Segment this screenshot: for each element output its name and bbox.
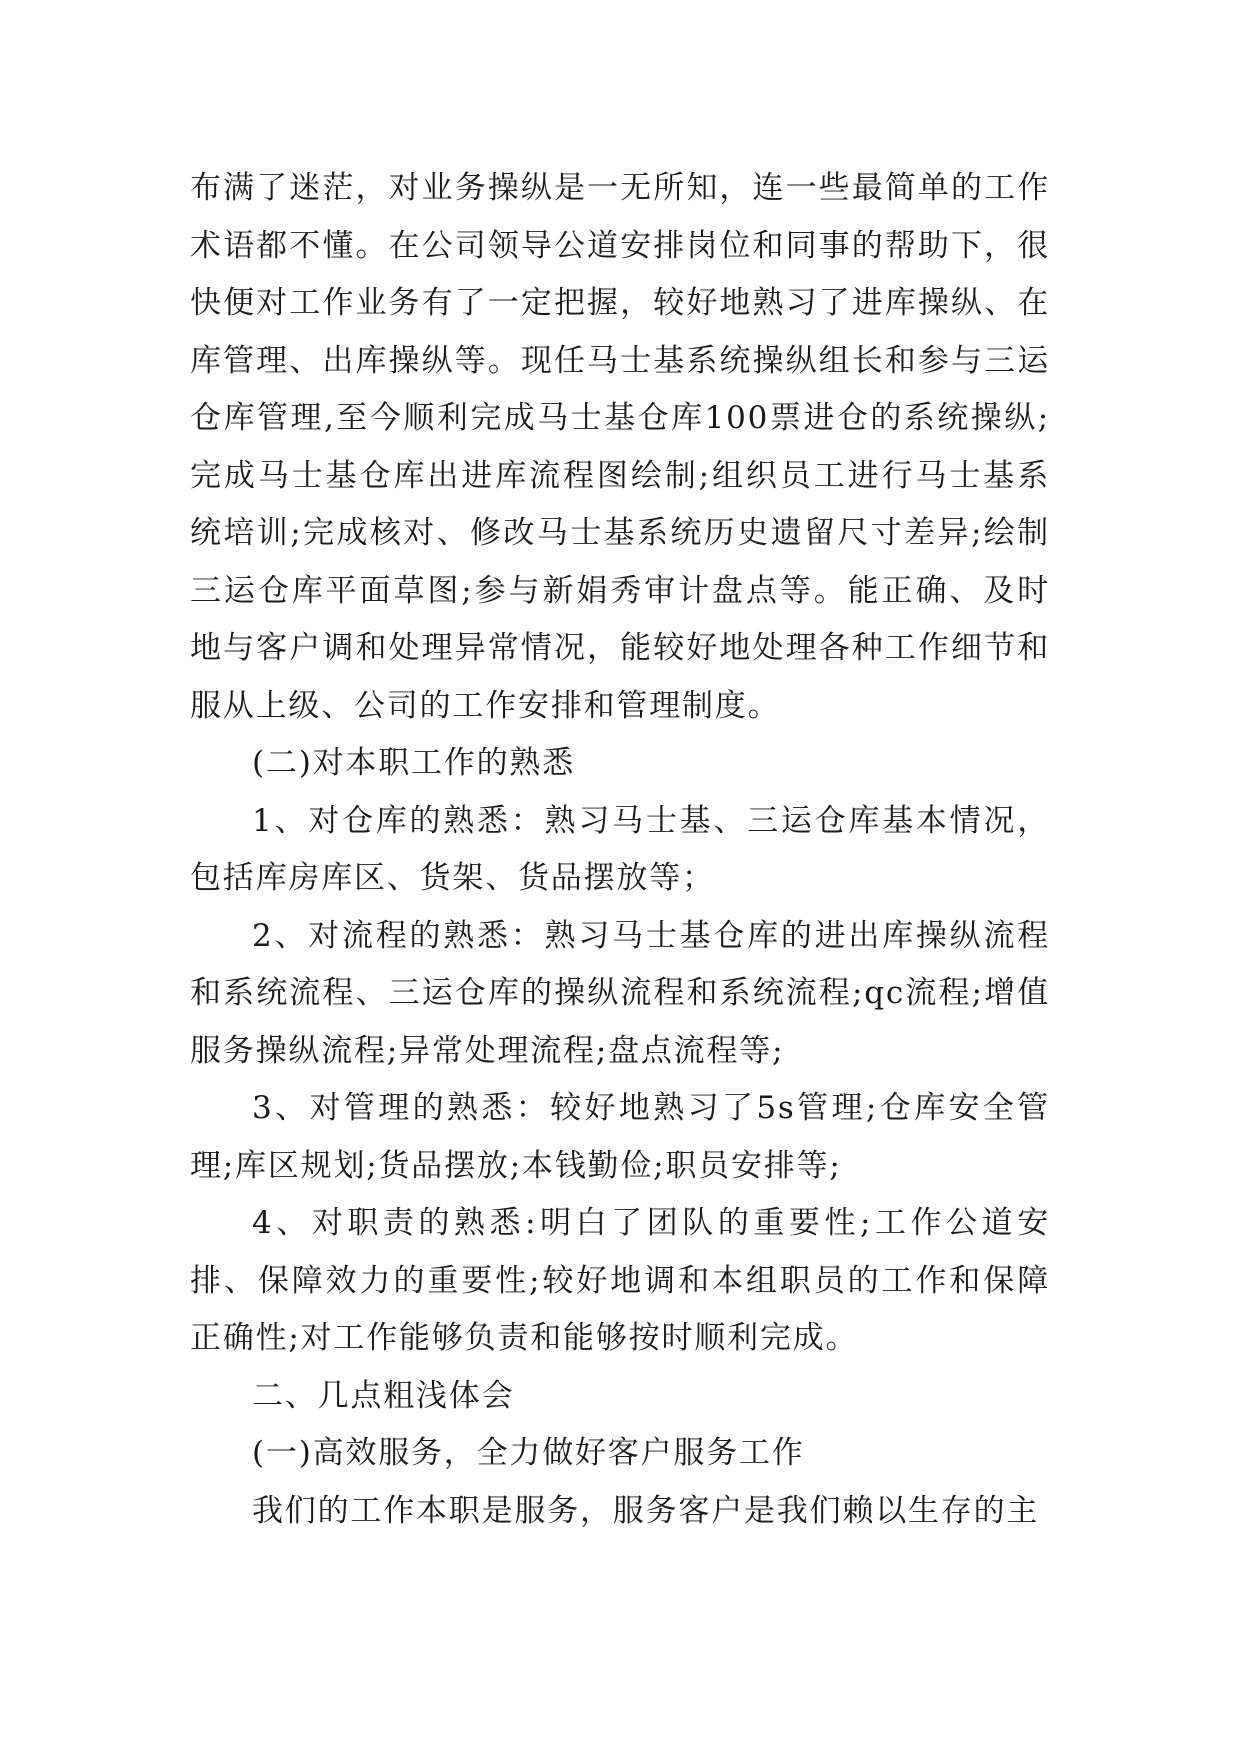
document-body bbox=[190, 160, 1050, 1540]
list-item: 2、对流程的熟悉：熟习马士基仓库的进出库操纵流程和系统流程、三运仓库的操纵流程和系统流程;qc流程;增值服务操纵流程;异常处理流程;盘点流程等; bbox=[190, 917, 1050, 1069]
list-item: 1、对仓库的熟悉：熟习马士基、三运仓库基本情况，包括库房库区、货架、货品摆放等； bbox=[190, 802, 1050, 896]
paragraph: 布满了迷茫，对业务操纵是一无所知，连一些最简单的工作术语都不懂。在公司领导公道安排岗位和同事的帮助下，很快便对工作业务有了一定把握，较好地熟习了进库操纵、在库管理、出库操纵等。现任马士基系统操纵组长和参与三运仓库管理,至今顺利完成马士基仓库100票进仓的系统操纵;完成马士基仓库出进库流程图绘制;组织员工进行马士基系统培训;完成核对、修改马士基系统历史遗留尺寸差异;绘制三运仓库平面草图;参与新娟秀审计盘点等。能正确、及时地与客户调和处理异常情况，能较好地处理各种工作细节和服从上级、公司的工作安排和管理制度。 bbox=[190, 170, 1050, 724]
section-heading: (二)对本职工作的熟悉 bbox=[252, 745, 575, 781]
paragraph: 我们的工作本职是服务，服务客户是我们赖以生存的主 bbox=[252, 1492, 1040, 1529]
list-item: 3、对管理的熟悉：较好地熟习了5s管理;仓库安全管理;库区规划;货品摆放;本钱勤俭;职员安排等; bbox=[190, 1090, 1050, 1184]
subsection-heading: (一)高效服务，全力做好客户服务工作 bbox=[252, 1435, 805, 1471]
section-heading: 二、几点粗浅体会 bbox=[252, 1377, 515, 1414]
list-item: 4、对职责的熟悉:明白了团队的重要性;工作公道安排、保障效力的重要性;较好地调和本组职员的工作和保障正确性;对工作能够负责和能够按时顺利完成。 bbox=[190, 1205, 1050, 1356]
